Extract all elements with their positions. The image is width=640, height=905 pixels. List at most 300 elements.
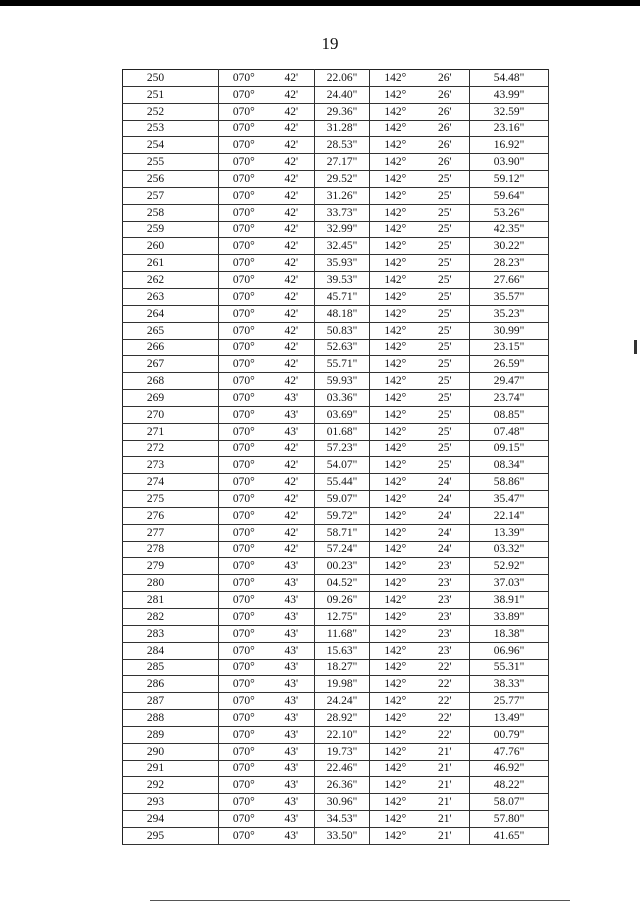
table-row (123, 339, 549, 356)
point-number-cell: 290 (123, 743, 219, 760)
longitude-minutes-cell: 25' (421, 322, 470, 339)
latitude-seconds-cell: 24.24" (315, 693, 370, 710)
latitude-degrees-cell: 070° (219, 204, 269, 221)
table-row (123, 154, 549, 171)
latitude-minutes-cell: 43' (269, 710, 315, 727)
longitude-seconds-cell: 23.16" (470, 120, 549, 137)
point-number-cell: 285 (123, 659, 219, 676)
latitude-seconds-cell: 22.10" (315, 726, 370, 743)
table-row (123, 777, 549, 794)
point-number-cell: 267 (123, 356, 219, 373)
latitude-seconds-cell: 35.93" (315, 255, 370, 272)
longitude-seconds-cell: 35.57" (470, 288, 549, 305)
latitude-minutes-cell: 43' (269, 760, 315, 777)
point-number-cell: 292 (123, 777, 219, 794)
table-row (123, 609, 549, 626)
longitude-minutes-cell: 25' (421, 440, 470, 457)
latitude-minutes-cell: 42' (269, 137, 315, 154)
scan-bottom-line (150, 900, 570, 901)
latitude-degrees-cell: 070° (219, 794, 269, 811)
longitude-minutes-cell: 25' (421, 339, 470, 356)
latitude-degrees-cell: 070° (219, 811, 269, 828)
latitude-seconds-cell: 59.93" (315, 373, 370, 390)
latitude-seconds-cell: 28.92" (315, 710, 370, 727)
latitude-seconds-cell: 34.53" (315, 811, 370, 828)
point-number-cell: 288 (123, 710, 219, 727)
latitude-degrees-cell: 070° (219, 659, 269, 676)
latitude-seconds-cell: 01.68" (315, 423, 370, 440)
latitude-minutes-cell: 43' (269, 390, 315, 407)
table-row (123, 592, 549, 609)
latitude-degrees-cell: 070° (219, 827, 269, 844)
table-row (123, 440, 549, 457)
longitude-minutes-cell: 25' (421, 288, 470, 305)
table-row (123, 710, 549, 727)
latitude-minutes-cell: 42' (269, 373, 315, 390)
table-row (123, 794, 549, 811)
longitude-seconds-cell: 35.47" (470, 491, 549, 508)
longitude-minutes-cell: 24' (421, 474, 470, 491)
longitude-degrees-cell: 142° (370, 710, 421, 727)
latitude-minutes-cell: 43' (269, 777, 315, 794)
longitude-degrees-cell: 142° (370, 288, 421, 305)
longitude-degrees-cell: 142° (370, 827, 421, 844)
longitude-seconds-cell: 30.22" (470, 238, 549, 255)
longitude-degrees-cell: 142° (370, 524, 421, 541)
longitude-degrees-cell: 142° (370, 659, 421, 676)
point-number-cell: 278 (123, 541, 219, 558)
latitude-degrees-cell: 070° (219, 406, 269, 423)
latitude-degrees-cell: 070° (219, 760, 269, 777)
longitude-degrees-cell: 142° (370, 390, 421, 407)
longitude-minutes-cell: 23' (421, 625, 470, 642)
longitude-degrees-cell: 142° (370, 305, 421, 322)
longitude-seconds-cell: 58.86" (470, 474, 549, 491)
point-number-cell: 293 (123, 794, 219, 811)
latitude-minutes-cell: 43' (269, 676, 315, 693)
latitude-minutes-cell: 42' (269, 507, 315, 524)
longitude-degrees-cell: 142° (370, 103, 421, 120)
table-row (123, 558, 549, 575)
longitude-minutes-cell: 25' (421, 423, 470, 440)
longitude-seconds-cell: 06.96" (470, 642, 549, 659)
longitude-degrees-cell: 142° (370, 272, 421, 289)
point-number-cell: 291 (123, 760, 219, 777)
longitude-seconds-cell: 53.26" (470, 204, 549, 221)
latitude-seconds-cell: 52.63" (315, 339, 370, 356)
latitude-degrees-cell: 070° (219, 221, 269, 238)
longitude-minutes-cell: 25' (421, 221, 470, 238)
latitude-minutes-cell: 42' (269, 86, 315, 103)
longitude-degrees-cell: 142° (370, 86, 421, 103)
latitude-degrees-cell: 070° (219, 272, 269, 289)
latitude-minutes-cell: 43' (269, 794, 315, 811)
longitude-degrees-cell: 142° (370, 423, 421, 440)
point-number-cell: 263 (123, 288, 219, 305)
longitude-degrees-cell: 142° (370, 70, 421, 87)
latitude-degrees-cell: 070° (219, 524, 269, 541)
longitude-seconds-cell: 28.23" (470, 255, 549, 272)
longitude-minutes-cell: 23' (421, 558, 470, 575)
longitude-seconds-cell: 38.91" (470, 592, 549, 609)
latitude-seconds-cell: 31.26" (315, 187, 370, 204)
longitude-minutes-cell: 25' (421, 390, 470, 407)
longitude-seconds-cell: 08.85" (470, 406, 549, 423)
latitude-degrees-cell: 070° (219, 171, 269, 188)
longitude-seconds-cell: 38.33" (470, 676, 549, 693)
latitude-minutes-cell: 43' (269, 423, 315, 440)
table-row (123, 474, 549, 491)
longitude-minutes-cell: 22' (421, 693, 470, 710)
latitude-seconds-cell: 31.28" (315, 120, 370, 137)
longitude-seconds-cell: 52.92" (470, 558, 549, 575)
latitude-minutes-cell: 42' (269, 339, 315, 356)
point-number-cell: 284 (123, 642, 219, 659)
table-row (123, 811, 549, 828)
longitude-degrees-cell: 142° (370, 693, 421, 710)
longitude-minutes-cell: 24' (421, 507, 470, 524)
longitude-seconds-cell: 25.77" (470, 693, 549, 710)
latitude-seconds-cell: 00.23" (315, 558, 370, 575)
latitude-degrees-cell: 070° (219, 322, 269, 339)
latitude-seconds-cell: 30.96" (315, 794, 370, 811)
latitude-minutes-cell: 42' (269, 356, 315, 373)
point-number-cell: 256 (123, 171, 219, 188)
longitude-seconds-cell: 59.12" (470, 171, 549, 188)
longitude-degrees-cell: 142° (370, 794, 421, 811)
latitude-degrees-cell: 070° (219, 541, 269, 558)
longitude-degrees-cell: 142° (370, 575, 421, 592)
latitude-seconds-cell: 32.99" (315, 221, 370, 238)
table-row (123, 659, 549, 676)
longitude-minutes-cell: 24' (421, 491, 470, 508)
latitude-minutes-cell: 43' (269, 406, 315, 423)
latitude-minutes-cell: 42' (269, 524, 315, 541)
latitude-seconds-cell: 03.69" (315, 406, 370, 423)
longitude-seconds-cell: 23.74" (470, 390, 549, 407)
latitude-minutes-cell: 42' (269, 305, 315, 322)
latitude-degrees-cell: 070° (219, 676, 269, 693)
longitude-degrees-cell: 142° (370, 642, 421, 659)
longitude-seconds-cell: 03.32" (470, 541, 549, 558)
table-row (123, 524, 549, 541)
longitude-degrees-cell: 142° (370, 609, 421, 626)
latitude-degrees-cell: 070° (219, 137, 269, 154)
latitude-degrees-cell: 070° (219, 288, 269, 305)
latitude-seconds-cell: 11.68" (315, 625, 370, 642)
longitude-seconds-cell: 16.92" (470, 137, 549, 154)
latitude-seconds-cell: 59.07" (315, 491, 370, 508)
latitude-seconds-cell: 54.07" (315, 457, 370, 474)
point-number-cell: 273 (123, 457, 219, 474)
table-row (123, 390, 549, 407)
longitude-minutes-cell: 21' (421, 777, 470, 794)
latitude-seconds-cell: 24.40" (315, 86, 370, 103)
longitude-degrees-cell: 142° (370, 120, 421, 137)
latitude-degrees-cell: 070° (219, 693, 269, 710)
point-number-cell: 276 (123, 507, 219, 524)
longitude-degrees-cell: 142° (370, 221, 421, 238)
latitude-minutes-cell: 43' (269, 693, 315, 710)
longitude-seconds-cell: 09.15" (470, 440, 549, 457)
coordinates-table-body (123, 70, 549, 845)
longitude-minutes-cell: 25' (421, 187, 470, 204)
latitude-degrees-cell: 070° (219, 70, 269, 87)
latitude-seconds-cell: 55.44" (315, 474, 370, 491)
longitude-degrees-cell: 142° (370, 541, 421, 558)
latitude-minutes-cell: 42' (269, 272, 315, 289)
longitude-degrees-cell: 142° (370, 406, 421, 423)
point-number-cell: 252 (123, 103, 219, 120)
point-number-cell: 269 (123, 390, 219, 407)
longitude-seconds-cell: 13.39" (470, 524, 549, 541)
table-row (123, 120, 549, 137)
longitude-degrees-cell: 142° (370, 187, 421, 204)
latitude-minutes-cell: 43' (269, 558, 315, 575)
latitude-degrees-cell: 070° (219, 423, 269, 440)
latitude-degrees-cell: 070° (219, 255, 269, 272)
point-number-cell: 255 (123, 154, 219, 171)
latitude-degrees-cell: 070° (219, 373, 269, 390)
longitude-degrees-cell: 142° (370, 373, 421, 390)
table-row (123, 827, 549, 844)
table-row (123, 86, 549, 103)
coordinates-table (122, 69, 549, 845)
point-number-cell: 289 (123, 726, 219, 743)
latitude-seconds-cell: 19.73" (315, 743, 370, 760)
table-row (123, 575, 549, 592)
point-number-cell: 254 (123, 137, 219, 154)
latitude-degrees-cell: 070° (219, 642, 269, 659)
latitude-seconds-cell: 28.53" (315, 137, 370, 154)
latitude-degrees-cell: 070° (219, 726, 269, 743)
latitude-degrees-cell: 070° (219, 609, 269, 626)
longitude-seconds-cell: 18.38" (470, 625, 549, 642)
latitude-seconds-cell: 33.50" (315, 827, 370, 844)
table-row (123, 187, 549, 204)
latitude-minutes-cell: 42' (269, 238, 315, 255)
latitude-minutes-cell: 42' (269, 474, 315, 491)
longitude-minutes-cell: 23' (421, 609, 470, 626)
point-number-cell: 294 (123, 811, 219, 828)
latitude-minutes-cell: 42' (269, 171, 315, 188)
longitude-degrees-cell: 142° (370, 811, 421, 828)
longitude-minutes-cell: 21' (421, 827, 470, 844)
point-number-cell: 268 (123, 373, 219, 390)
point-number-cell: 262 (123, 272, 219, 289)
latitude-minutes-cell: 42' (269, 322, 315, 339)
point-number-cell: 266 (123, 339, 219, 356)
longitude-degrees-cell: 142° (370, 743, 421, 760)
point-number-cell: 272 (123, 440, 219, 457)
latitude-degrees-cell: 070° (219, 777, 269, 794)
longitude-minutes-cell: 25' (421, 272, 470, 289)
longitude-minutes-cell: 26' (421, 103, 470, 120)
longitude-degrees-cell: 142° (370, 440, 421, 457)
point-number-cell: 279 (123, 558, 219, 575)
longitude-seconds-cell: 43.99" (470, 86, 549, 103)
longitude-degrees-cell: 142° (370, 154, 421, 171)
latitude-degrees-cell: 070° (219, 339, 269, 356)
latitude-degrees-cell: 070° (219, 592, 269, 609)
longitude-minutes-cell: 26' (421, 137, 470, 154)
longitude-minutes-cell: 24' (421, 524, 470, 541)
table-row (123, 288, 549, 305)
latitude-degrees-cell: 070° (219, 457, 269, 474)
latitude-seconds-cell: 29.52" (315, 171, 370, 188)
longitude-degrees-cell: 142° (370, 474, 421, 491)
point-number-cell: 295 (123, 827, 219, 844)
longitude-seconds-cell: 27.66" (470, 272, 549, 289)
longitude-degrees-cell: 142° (370, 777, 421, 794)
table-row (123, 322, 549, 339)
longitude-minutes-cell: 22' (421, 659, 470, 676)
longitude-minutes-cell: 26' (421, 154, 470, 171)
table-row (123, 457, 549, 474)
table-row (123, 491, 549, 508)
latitude-seconds-cell: 12.75" (315, 609, 370, 626)
latitude-seconds-cell: 19.98" (315, 676, 370, 693)
table-row (123, 507, 549, 524)
longitude-degrees-cell: 142° (370, 171, 421, 188)
longitude-minutes-cell: 26' (421, 70, 470, 87)
table-row (123, 625, 549, 642)
latitude-degrees-cell: 070° (219, 710, 269, 727)
longitude-seconds-cell: 29.47" (470, 373, 549, 390)
longitude-minutes-cell: 23' (421, 575, 470, 592)
latitude-degrees-cell: 070° (219, 154, 269, 171)
longitude-degrees-cell: 142° (370, 726, 421, 743)
point-number-cell: 250 (123, 70, 219, 87)
point-number-cell: 287 (123, 693, 219, 710)
latitude-seconds-cell: 22.06" (315, 70, 370, 87)
longitude-degrees-cell: 142° (370, 760, 421, 777)
longitude-seconds-cell: 08.34" (470, 457, 549, 474)
table-row (123, 423, 549, 440)
longitude-minutes-cell: 25' (421, 255, 470, 272)
longitude-seconds-cell: 26.59" (470, 356, 549, 373)
table-row (123, 356, 549, 373)
scan-edge-mark (634, 340, 637, 354)
latitude-seconds-cell: 45.71" (315, 288, 370, 305)
table-row (123, 221, 549, 238)
longitude-minutes-cell: 26' (421, 120, 470, 137)
latitude-minutes-cell: 43' (269, 592, 315, 609)
latitude-minutes-cell: 43' (269, 575, 315, 592)
longitude-minutes-cell: 25' (421, 373, 470, 390)
table-row (123, 255, 549, 272)
longitude-degrees-cell: 142° (370, 676, 421, 693)
latitude-minutes-cell: 42' (269, 103, 315, 120)
latitude-seconds-cell: 03.36" (315, 390, 370, 407)
longitude-seconds-cell: 13.49" (470, 710, 549, 727)
latitude-degrees-cell: 070° (219, 390, 269, 407)
latitude-seconds-cell: 50.83" (315, 322, 370, 339)
point-number-cell: 281 (123, 592, 219, 609)
latitude-degrees-cell: 070° (219, 474, 269, 491)
longitude-minutes-cell: 21' (421, 760, 470, 777)
longitude-minutes-cell: 25' (421, 356, 470, 373)
table-row (123, 204, 549, 221)
longitude-degrees-cell: 142° (370, 137, 421, 154)
table-row (123, 238, 549, 255)
latitude-degrees-cell: 070° (219, 743, 269, 760)
longitude-seconds-cell: 58.07" (470, 794, 549, 811)
latitude-degrees-cell: 070° (219, 440, 269, 457)
longitude-minutes-cell: 24' (421, 541, 470, 558)
latitude-seconds-cell: 39.53" (315, 272, 370, 289)
longitude-degrees-cell: 142° (370, 592, 421, 609)
longitude-minutes-cell: 22' (421, 710, 470, 727)
point-number-cell: 277 (123, 524, 219, 541)
latitude-minutes-cell: 43' (269, 625, 315, 642)
longitude-seconds-cell: 42.35" (470, 221, 549, 238)
table-row (123, 760, 549, 777)
point-number-cell: 258 (123, 204, 219, 221)
latitude-minutes-cell: 43' (269, 726, 315, 743)
longitude-seconds-cell: 00.79" (470, 726, 549, 743)
longitude-degrees-cell: 142° (370, 457, 421, 474)
point-number-cell: 283 (123, 625, 219, 642)
latitude-degrees-cell: 070° (219, 103, 269, 120)
latitude-seconds-cell: 09.26" (315, 592, 370, 609)
longitude-seconds-cell: 59.64" (470, 187, 549, 204)
latitude-degrees-cell: 070° (219, 120, 269, 137)
latitude-degrees-cell: 070° (219, 356, 269, 373)
point-number-cell: 270 (123, 406, 219, 423)
longitude-minutes-cell: 21' (421, 743, 470, 760)
latitude-minutes-cell: 43' (269, 811, 315, 828)
longitude-seconds-cell: 46.92" (470, 760, 549, 777)
latitude-minutes-cell: 42' (269, 457, 315, 474)
table-row (123, 743, 549, 760)
point-number-cell: 253 (123, 120, 219, 137)
point-number-cell: 264 (123, 305, 219, 322)
latitude-seconds-cell: 22.46" (315, 760, 370, 777)
latitude-minutes-cell: 43' (269, 609, 315, 626)
longitude-seconds-cell: 32.59" (470, 103, 549, 120)
longitude-degrees-cell: 142° (370, 255, 421, 272)
longitude-minutes-cell: 26' (421, 86, 470, 103)
longitude-minutes-cell: 22' (421, 676, 470, 693)
point-number-cell: 286 (123, 676, 219, 693)
table-row (123, 676, 549, 693)
longitude-minutes-cell: 25' (421, 204, 470, 221)
longitude-minutes-cell: 25' (421, 171, 470, 188)
latitude-seconds-cell: 48.18" (315, 305, 370, 322)
longitude-degrees-cell: 142° (370, 238, 421, 255)
longitude-seconds-cell: 33.89" (470, 609, 549, 626)
longitude-seconds-cell: 35.23" (470, 305, 549, 322)
latitude-degrees-cell: 070° (219, 187, 269, 204)
longitude-seconds-cell: 47.76" (470, 743, 549, 760)
longitude-degrees-cell: 142° (370, 558, 421, 575)
table-row (123, 171, 549, 188)
latitude-degrees-cell: 070° (219, 86, 269, 103)
longitude-degrees-cell: 142° (370, 507, 421, 524)
latitude-degrees-cell: 070° (219, 558, 269, 575)
latitude-minutes-cell: 42' (269, 491, 315, 508)
scan-top-border (0, 0, 640, 6)
longitude-seconds-cell: 37.03" (470, 575, 549, 592)
longitude-minutes-cell: 25' (421, 305, 470, 322)
point-number-cell: 259 (123, 221, 219, 238)
latitude-degrees-cell: 070° (219, 575, 269, 592)
longitude-seconds-cell: 03.90" (470, 154, 549, 171)
latitude-minutes-cell: 43' (269, 659, 315, 676)
latitude-degrees-cell: 070° (219, 305, 269, 322)
latitude-degrees-cell: 070° (219, 507, 269, 524)
